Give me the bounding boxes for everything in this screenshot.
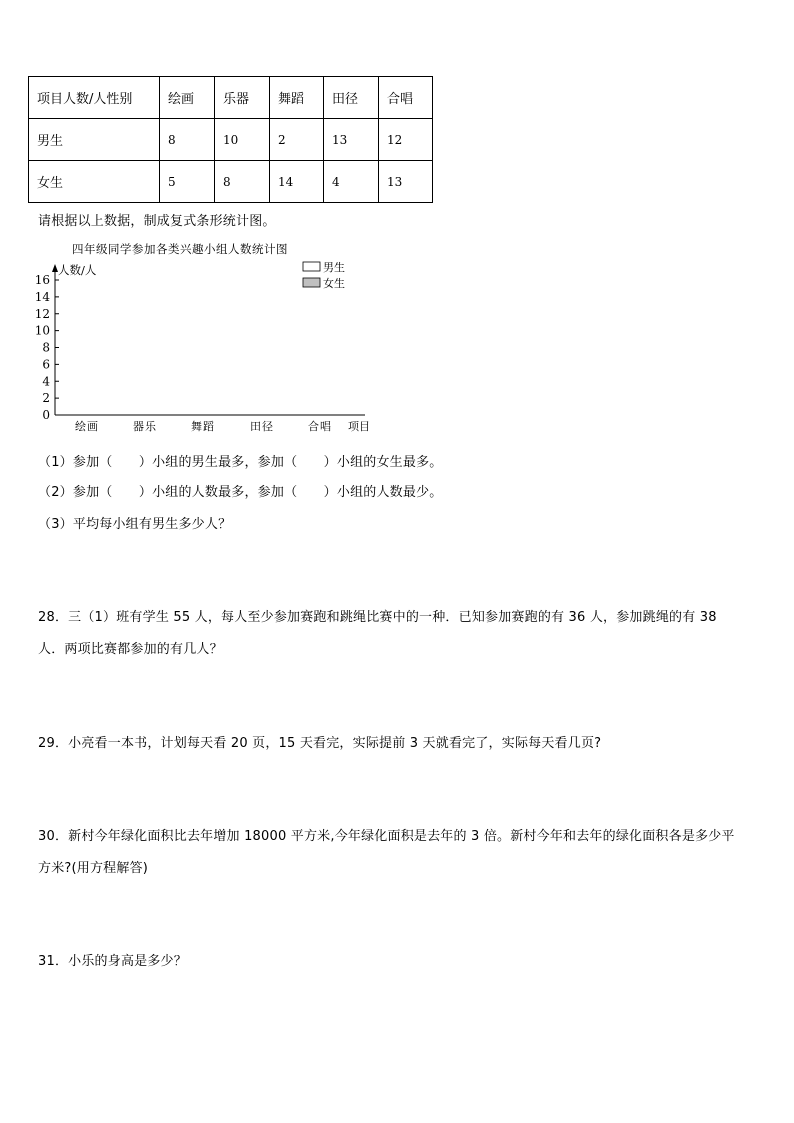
x-axis-label: 项目: [348, 420, 370, 433]
problem-28-line-1: 28．三（1）班有学生 55 人，每人至少参加赛跑和跳绳比赛中的一种．已知参加赛跑的有 36 人，参加跳绳的有 38: [38, 610, 717, 625]
table-header-cell: 绘画: [160, 77, 215, 119]
legend-swatch-girls: [303, 278, 320, 287]
y-tick-label: 14: [34, 289, 50, 304]
table-cell: 女生: [29, 161, 160, 203]
problem-31: 31．小乐的身高是多少？: [38, 954, 187, 969]
x-categories: [75, 419, 332, 433]
y-tick-label: 2: [42, 391, 50, 406]
question-1: （1）参加（ ）小组的男生最多，参加（ ）小组的女生最多。: [38, 455, 443, 470]
legend-swatch-boys: [303, 262, 320, 271]
table-cell: 14: [270, 161, 324, 203]
table-header-cell: 项目人数/人性别: [29, 77, 160, 119]
y-axis-label: 人数/人: [58, 263, 97, 277]
table-header-cell: 田径: [324, 77, 379, 119]
table-header-cell: 乐器: [215, 77, 270, 119]
x-category-label: 舞蹈: [191, 420, 215, 433]
interest-group-table: [28, 76, 433, 203]
y-tick-label: 4: [42, 374, 50, 389]
table-cell: 4: [324, 161, 379, 203]
table-cell: 8: [160, 119, 215, 161]
legend-label-boys: 男生: [323, 261, 345, 274]
problem-30-line-1: 30．新村今年绿化面积比去年增加 18000 平方米,今年绿化面积是去年的 3 倍。新村今年和去年的绿化面积各是多少平: [38, 829, 735, 844]
y-tick-label: 10: [34, 323, 50, 338]
y-tick-label: 6: [42, 357, 50, 372]
question-3: （3）平均每小组有男生多少人？: [38, 517, 232, 532]
chart-title: 四年级同学参加各类兴趣小组人数统计图: [72, 242, 288, 256]
table-row: [29, 161, 433, 203]
table-cell: 13: [379, 161, 433, 203]
problem-28-line-2: 人．两项比赛都参加的有几人？: [38, 642, 223, 657]
x-category-label: 绘画: [75, 420, 99, 433]
problem-30-line-2: 方米?(用方程解答): [38, 861, 149, 876]
chart-instruction: 请根据以上数据，制成复式条形统计图。: [38, 214, 276, 229]
table-header-row: [29, 77, 433, 119]
y-tick-label: 16: [34, 273, 50, 287]
legend-label-girls: 女生: [323, 277, 345, 290]
x-category-label: 器乐: [133, 420, 157, 433]
y-tick-label: 0: [42, 408, 50, 422]
x-category-label: 合唱: [308, 420, 332, 433]
table-cell: 男生: [29, 119, 160, 161]
table-header-cell: 合唱: [379, 77, 433, 119]
table-cell: 5: [160, 161, 215, 203]
question-2: （2）参加（ ）小组的人数最多，参加（ ）小组的人数最少。: [38, 485, 443, 500]
table-cell: 12: [379, 119, 433, 161]
y-tick-label: 12: [34, 306, 50, 321]
table-cell: 13: [324, 119, 379, 161]
table-cell: 2: [270, 119, 324, 161]
table-row: [29, 119, 433, 161]
y-tick-label: 8: [42, 340, 50, 355]
problem-29: 29．小亮看一本书，计划每天看 20 页，15 天看完，实际提前 3 天就看完了，实际每天看几页?: [38, 736, 602, 751]
table-cell: 10: [215, 119, 270, 161]
table-cell: 8: [215, 161, 270, 203]
table-header-cell: 舞蹈: [270, 77, 324, 119]
bar-chart: [0, 236, 420, 441]
x-category-label: 田径: [250, 420, 274, 433]
